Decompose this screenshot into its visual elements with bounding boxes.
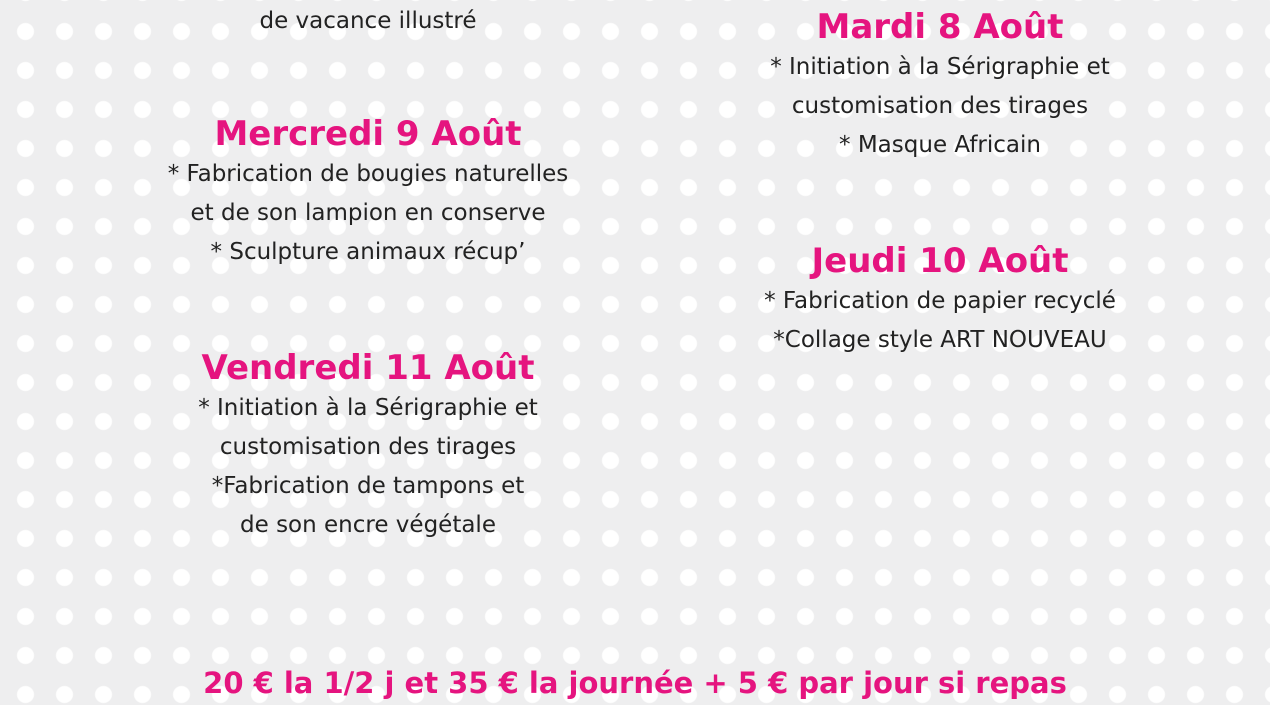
top-fragment-block (118, 0, 618, 42)
activity-line: customisation des tirages (791, 93, 1089, 119)
activity-line: * Initiation à la Sérigraphie et (198, 395, 538, 421)
activity-line: *Fabrication de tampons et (211, 473, 525, 499)
activity-line: customisation des tirages (219, 434, 517, 460)
activity-line: * Masque Africain (839, 132, 1041, 158)
day-title-vendredi: Vendredi 11 Août (201, 348, 535, 388)
activity-line: *Collage style ART NOUVEAU (773, 327, 1107, 353)
activity-line: * Fabrication de papier recyclé (764, 288, 1116, 314)
activity-line: * Initiation à la Sérigraphie et (770, 54, 1110, 80)
day-block-vendredi (118, 347, 618, 545)
activity-line: * Fabrication de bougies naturelles (167, 161, 569, 187)
top-fragment-text: de vacance illustré (259, 8, 477, 34)
activity-line: et de son lampion en conserve (190, 200, 546, 226)
day-block-mardi (690, 6, 1190, 165)
activity-line: * Sculpture animaux récup’ (210, 239, 526, 265)
day-block-mercredi (118, 113, 618, 272)
day-title-mercredi: Mercredi 9 Août (214, 114, 522, 154)
day-title-mardi: Mardi 8 Août (816, 7, 1064, 47)
day-block-jeudi (690, 240, 1190, 360)
day-title-jeudi: Jeudi 10 Août (811, 241, 1069, 281)
activity-line: de son encre végétale (240, 512, 496, 538)
price-line: 20 € la 1/2 j et 35 € la journée + 5 € par jour si repas (203, 666, 1067, 700)
